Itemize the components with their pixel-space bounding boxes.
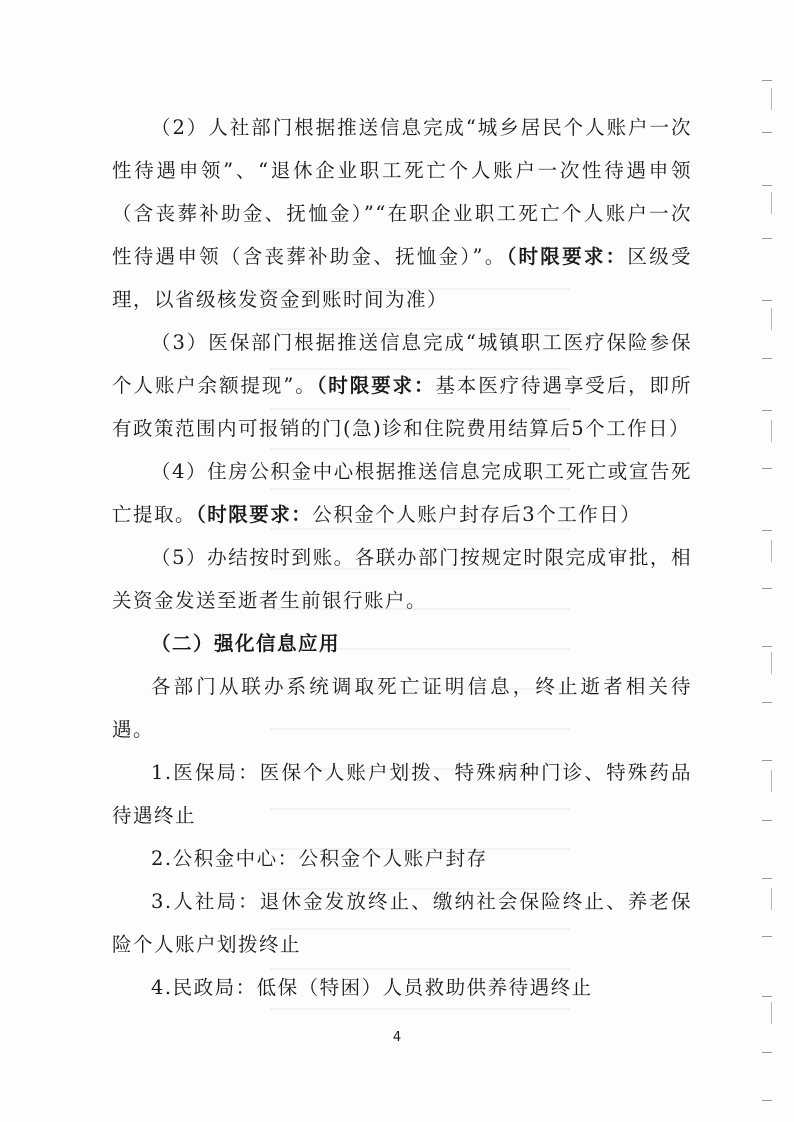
section-heading: （二）强化信息应用	[151, 632, 341, 655]
paragraph-item-5: （5）办结按时到账。各联办部门按规定时限完成审批，相关资金发送至逝者生前银行账户。	[112, 546, 692, 612]
paragraph-item-4	[112, 450, 692, 536]
page-number: 4	[392, 1030, 402, 1045]
list-item-human-resources: 3.人社局：退休金发放终止、缴纳社会保险终止、养老保险个人账户划拨终止	[112, 890, 692, 956]
binding-edge-marks	[758, 40, 772, 1100]
paragraph-text: （3）医保部门根据推送信息完成“城镇职工医疗保险参保个人账户余额提现”。	[112, 331, 692, 397]
section-intro: 各部门从联办系统调取死亡证明信息，终止逝者相关待遇。	[112, 675, 692, 741]
time-limit-label: （时限要求：	[506, 245, 628, 268]
paragraph-item-3	[112, 321, 692, 450]
list-item-civil-affairs: 4.民政局：低保（特困）人员救助供养待遇终止	[151, 976, 593, 999]
paragraph-text: （4）住房公积金中心根据推送信息完成职工死亡或宣告死亡提取。	[112, 460, 692, 526]
list-item-housing-fund: 2.公积金中心：公积金个人账户封存	[151, 847, 488, 870]
list-item-medical-insurance: 1.医保局：医保个人账户划拨、特殊病种门诊、特殊药品待遇终止	[112, 761, 692, 827]
paragraph-text: （2）人社部门根据推送信息完成“城乡居民个人账户一次性待遇申领”、“退休企业职工死亡个人账户一次性待遇申领（含丧葬补助金、抚恤金）”“在职企业职工死亡个人账户一次性待遇申领（含丧葬补助金、抚恤金）”。	[112, 116, 692, 268]
time-limit-text: 区级受理，以省级核发资金到账时间为准）	[112, 245, 692, 311]
time-limit-label: （时限要求：	[316, 374, 436, 397]
time-limit-text: 公积金个人账户封存后3个工作日）	[312, 503, 642, 526]
document-body	[112, 106, 692, 1009]
paragraph-item-2	[112, 106, 692, 321]
time-limit-label: （时限要求：	[196, 503, 313, 526]
time-limit-text: 基本医疗待遇享受后，即所有政策范围内可报销的门(急)诊和住院费用结算后5个工作日）	[112, 374, 692, 440]
